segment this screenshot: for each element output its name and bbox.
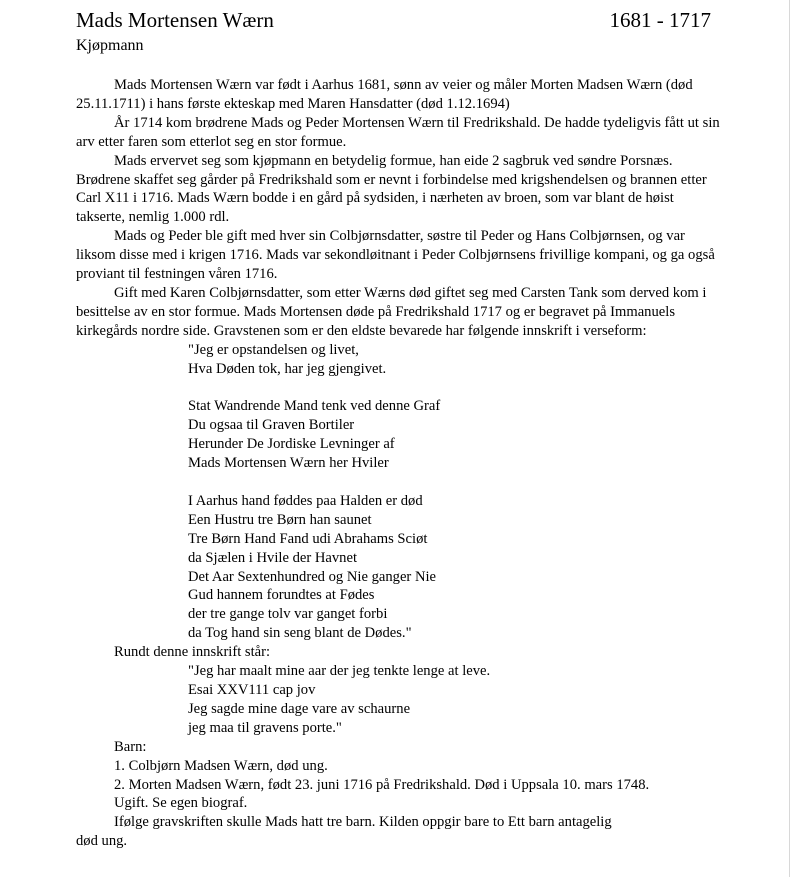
around-line: jeg maa til gravens porte."	[188, 719, 342, 736]
around-line: "Jeg har maalt mine aar der jeg tenkte lenge at leve.	[188, 663, 491, 680]
paragraph-death: Gift med Karen Colbjørnsdatter, som etter Wærns død giftet seg med Carsten Tank som derved kom i besittelse av en stor formue. Mads Mortensen døde på Fredrikshald 1717 og er begravet på Immanuels kirkegårds nordre side. Gravstenen som er den eldste bevarede har følgende innskrift i verseform:	[76, 284, 707, 339]
final-line: død ung.	[76, 833, 128, 850]
paragraph-marriage-war: Mads og Peder ble gift med hver sin Colbjørnsdatter, søstre til Peder og Hans Colbjørnsen, og var liksom disse med i krigen 1716. Mads var sekondløitnant i Peder Colbjørnsens frivillige kompani, og ga også proviant til festningen våren 1716.	[76, 228, 715, 283]
children-list	[76, 757, 720, 814]
final-paragraph-continuation	[76, 832, 720, 851]
poem-blank-line	[188, 473, 720, 492]
document-body	[76, 76, 720, 851]
page-title: Mads Mortensen Wærn	[76, 8, 274, 32]
paragraph-merchant: Mads ervervet seg som kjøpmann en betydelig formue, han eide 2 sagbruk ved søndre Porsnæs. Brødrene skaffet seg gårder på Fredrikshald som er nevnt i forbindelse med krigshendelsen og brannen etter Carl X11 i 1716. Mads Wærn bodde i en gård på sydsiden, i nærheten av broen, som var blant de høist takserte, nemlig 1.000 rdl.	[76, 152, 707, 226]
poem-line: "Jeg er opstandelsen og livet,	[188, 341, 359, 358]
poem-line: da Tog hand sin seng blant de Dødes."	[188, 625, 412, 642]
child-item: Ugift. Se egen biograf.	[114, 795, 248, 812]
gravestone-inscription	[76, 341, 720, 643]
child-item: 2. Morten Madsen Wærn, født 23. juni 1716 på Fredrikshald. Død i Uppsala 10. mars 1748.	[114, 776, 650, 793]
poem-line: da Sjælen i Hvile der Havnet	[188, 549, 358, 566]
final-paragraph	[76, 813, 720, 832]
poem-line: I Aarhus hand føddes paa Halden er død	[188, 492, 423, 509]
poem-line: Gud hannem forundtes at Fødes	[188, 587, 375, 604]
around-line: Esai XXV111 cap jov	[188, 681, 316, 698]
paragraph-arrival: År 1714 kom brødrene Mads og Peder Mortensen Wærn til Fredrikshald. De hadde tydeligvis fått ut sin arv etter faren som etterlot seg en stor formue.	[76, 114, 720, 150]
children-label: Barn:	[114, 738, 147, 755]
final-line: Ifølge gravskriften skulle Mads hatt tre barn. Kilden oppgir bare to Ett barn antagelig	[114, 814, 612, 831]
child-item: 1. Colbjørn Madsen Wærn, død ung.	[114, 757, 328, 774]
poem-line: Du ogsaa til Graven Bortiler	[188, 417, 355, 434]
poem-line: Mads Mortensen Wærn her Hviler	[188, 455, 389, 472]
poem-blank-line	[188, 379, 720, 398]
poem-line: der tre gange tolv var ganget forbi	[188, 606, 388, 623]
poem-line: Tre Børn Hand Fand udi Abrahams Sciøt	[188, 530, 428, 547]
occupation-subtitle: Kjøpmann	[76, 37, 144, 54]
paragraph-birth: Mads Mortensen Wærn var født i Aarhus 1681, sønn av veier og måler Morten Madsen Wærn (død 25.11.1711) i hans første ekteskap med Maren Hansdatter (død 1.12.1694)	[76, 77, 693, 112]
poem-line: Een Hustru tre Børn han saunet	[188, 511, 372, 528]
poem-line: Hva Døden tok, har jeg gjengivet.	[188, 360, 387, 377]
around-inscription-label: Rundt denne innskrift står:	[114, 644, 271, 661]
life-years: 1681 - 1717	[609, 8, 711, 32]
poem-line: Stat Wandrende Mand tenk ved denne Graf	[188, 398, 441, 415]
poem-line: Det Aar Sextenhundred og Nie ganger Nie	[188, 568, 437, 585]
around-inscription	[76, 662, 720, 738]
around-line: Jeg sagde mine dage vare av schaurne	[188, 700, 411, 717]
poem-line: Herunder De Jordiske Levninger af	[188, 436, 395, 453]
